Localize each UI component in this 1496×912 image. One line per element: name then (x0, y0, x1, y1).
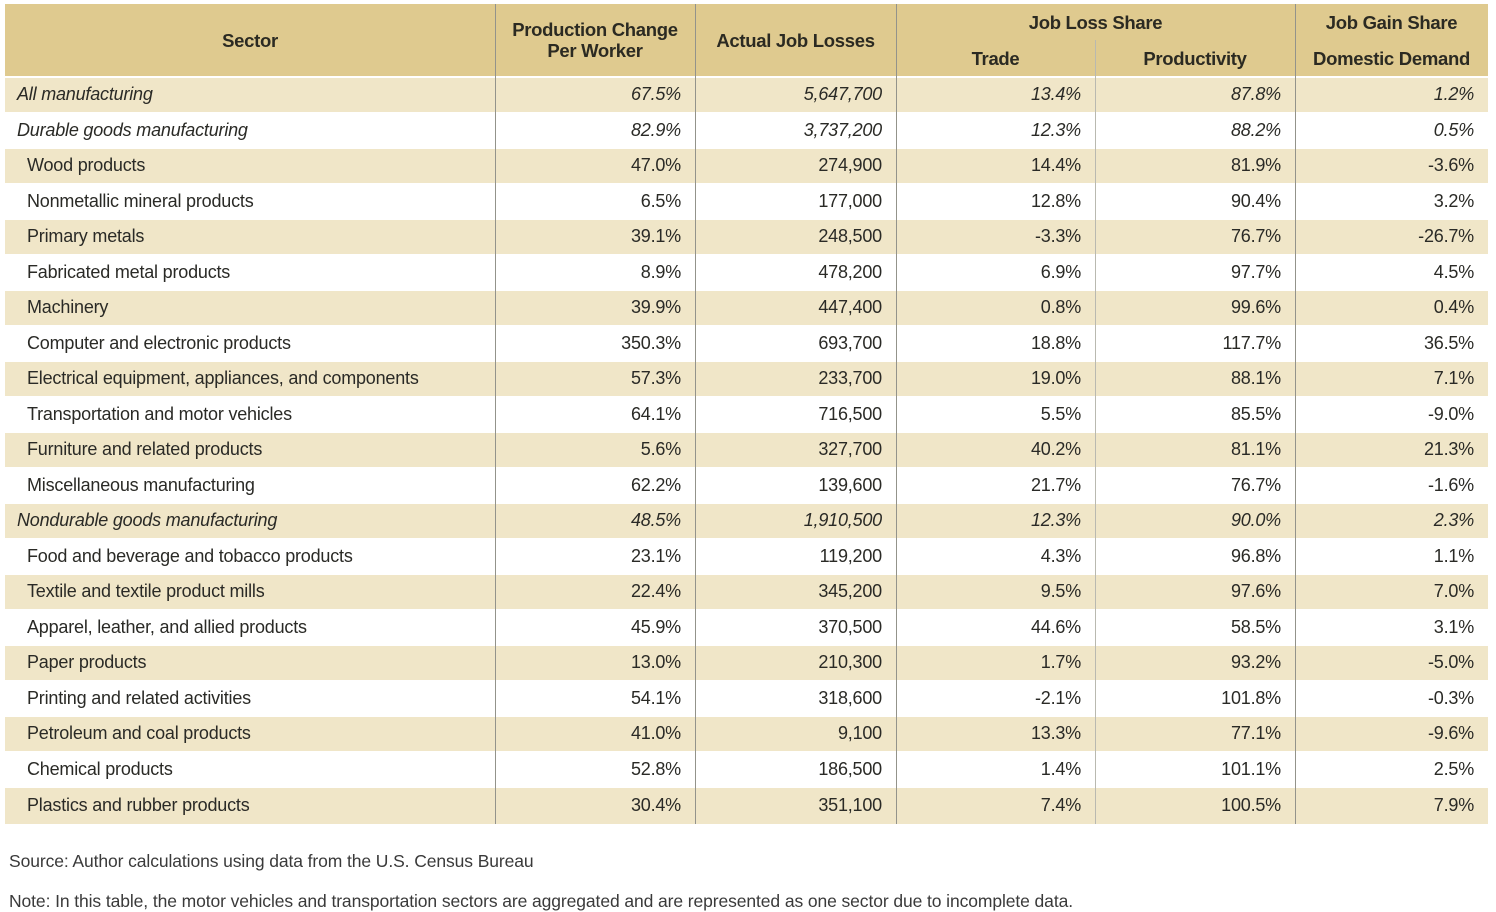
productivity-cell: 90.0% (1230, 510, 1281, 531)
productivity-cell: 90.4% (1230, 190, 1281, 211)
domestic-demand-cell: -26.7% (1418, 226, 1474, 247)
table-row (5, 433, 1488, 469)
production-change-cell: 62.2% (630, 474, 681, 495)
actual-job-losses-cell: 119,200 (819, 545, 882, 566)
productivity-cell: 96.8% (1230, 545, 1281, 566)
table-row (5, 540, 1488, 576)
production-change-cell: 22.4% (630, 581, 681, 602)
actual-job-losses-cell: 370,500 (818, 616, 882, 637)
table-body (5, 78, 1488, 824)
table-row (5, 220, 1488, 256)
trade-cell: 19.0% (1030, 368, 1081, 389)
trade-cell: 21.7% (1030, 474, 1081, 495)
trade-cell: 18.8% (1030, 332, 1081, 353)
trade-cell: 13.3% (1030, 723, 1081, 744)
sector-cell: Food and beverage and tobacco products (27, 545, 353, 566)
production-change-cell: 54.1% (630, 687, 681, 708)
column-rule (896, 4, 897, 824)
actual-job-losses-cell: 3,737,200 (803, 119, 882, 140)
table-row (5, 717, 1488, 753)
table-row (5, 291, 1488, 327)
domestic-demand-cell: -3.6% (1427, 155, 1474, 176)
header-productivity: Productivity (1143, 47, 1247, 69)
domestic-demand-cell: -0.3% (1427, 687, 1474, 708)
actual-job-losses-cell: 233,700 (818, 368, 882, 389)
domestic-demand-cell: -5.0% (1427, 652, 1474, 673)
production-change-cell: 45.9% (630, 616, 681, 637)
header-sector: Sector (222, 29, 278, 51)
actual-job-losses-cell: 716,500 (818, 403, 882, 424)
table-footer (5, 851, 1496, 912)
column-rule (1295, 4, 1296, 824)
table-row (5, 469, 1488, 505)
production-change-cell: 48.5% (630, 510, 681, 531)
productivity-cell: 76.7% (1230, 226, 1281, 247)
productivity-cell: 76.7% (1230, 474, 1281, 495)
trade-cell: 14.4% (1030, 155, 1081, 176)
trade-cell: 13.4% (1030, 84, 1081, 105)
production-change-cell: 6.5% (640, 190, 681, 211)
productivity-cell: 58.5% (1230, 616, 1281, 637)
table-row (5, 575, 1488, 611)
sector-cell: Plastics and rubber products (27, 795, 250, 816)
actual-job-losses-cell: 186,500 (818, 758, 882, 779)
header-job-gain-share: Job Gain Share (1325, 11, 1458, 33)
table-row (5, 753, 1488, 789)
trade-cell: 1.4% (1040, 758, 1081, 779)
sector-cell: Apparel, leather, and allied products (27, 616, 307, 637)
trade-cell: 7.4% (1040, 795, 1081, 816)
trade-cell: 0.8% (1040, 297, 1081, 318)
job-loss-table (5, 4, 1488, 824)
domestic-demand-cell: -9.6% (1427, 723, 1474, 744)
trade-cell: 9.5% (1040, 581, 1081, 602)
sector-cell: Durable goods manufacturing (17, 119, 248, 140)
domestic-demand-cell: 4.5% (1433, 261, 1474, 282)
production-change-cell: 30.4% (630, 795, 681, 816)
sector-cell: Miscellaneous manufacturing (27, 474, 255, 495)
sector-cell: Electrical equipment, appliances, and components (27, 368, 419, 389)
table-row (5, 611, 1488, 647)
actual-job-losses-cell: 327,700 (818, 439, 882, 460)
domestic-demand-cell: 3.2% (1433, 190, 1474, 211)
actual-job-losses-cell: 274,900 (818, 155, 882, 176)
domestic-demand-cell: -1.6% (1427, 474, 1474, 495)
trade-cell: 1.7% (1040, 652, 1081, 673)
sector-cell: Computer and electronic products (27, 332, 291, 353)
productivity-cell: 101.8% (1221, 687, 1281, 708)
productivity-cell: 100.5% (1221, 795, 1281, 816)
domestic-demand-cell: 2.5% (1433, 758, 1474, 779)
domestic-demand-cell: 21.3% (1423, 439, 1474, 460)
table-row (5, 256, 1488, 292)
production-change-cell: 41.0% (630, 723, 681, 744)
productivity-cell: 93.2% (1230, 652, 1281, 673)
trade-cell: 12.3% (1030, 119, 1081, 140)
production-change-cell: 82.9% (630, 119, 681, 140)
table-row (5, 682, 1488, 718)
column-rule-light (1095, 40, 1096, 824)
trade-cell: 12.3% (1030, 510, 1081, 531)
table-row (5, 788, 1488, 824)
domestic-demand-cell: 7.1% (1433, 368, 1474, 389)
productivity-cell: 81.1% (1230, 439, 1281, 460)
table-row (5, 504, 1488, 540)
sector-cell: All manufacturing (17, 84, 153, 105)
column-rule (695, 4, 696, 824)
domestic-demand-cell: -9.0% (1427, 403, 1474, 424)
actual-job-losses-cell: 447,400 (818, 297, 882, 318)
domestic-demand-cell: 0.5% (1433, 119, 1474, 140)
actual-job-losses-cell: 9,100 (837, 723, 882, 744)
note-line: Note: In this table, the motor vehicles and transportation sectors are aggregated and are represented as one sector due to incomplete data. (9, 890, 1073, 911)
trade-cell: -3.3% (1034, 226, 1081, 247)
actual-job-losses-cell: 177,000 (818, 190, 882, 211)
domestic-demand-cell: 3.1% (1433, 616, 1474, 637)
header-job-loss-share: Job Loss Share (1028, 11, 1163, 33)
source-line: Source: Author calculations using data from the U.S. Census Bureau (9, 850, 534, 871)
productivity-cell: 97.7% (1230, 261, 1281, 282)
productivity-cell: 97.6% (1230, 581, 1281, 602)
trade-cell: 44.6% (1030, 616, 1081, 637)
production-change-cell: 5.6% (640, 439, 681, 460)
table-row (5, 78, 1488, 114)
header-trade: Trade (971, 47, 1020, 69)
production-change-cell: 57.3% (630, 368, 681, 389)
productivity-cell: 81.9% (1230, 155, 1281, 176)
domestic-demand-cell: 1.1% (1433, 545, 1474, 566)
production-change-cell: 23.1% (630, 545, 681, 566)
domestic-demand-cell: 0.4% (1433, 297, 1474, 318)
domestic-demand-cell: 1.2% (1433, 84, 1474, 105)
actual-job-losses-cell: 693,700 (818, 332, 882, 353)
table-row (5, 185, 1488, 221)
sector-cell: Printing and related activities (27, 687, 251, 708)
domestic-demand-cell: 7.0% (1433, 581, 1474, 602)
trade-cell: 12.8% (1030, 190, 1081, 211)
sector-cell: Primary metals (27, 226, 145, 247)
productivity-cell: 77.1% (1230, 723, 1281, 744)
production-change-cell: 64.1% (630, 403, 681, 424)
sector-cell: Transportation and motor vehicles (27, 403, 292, 424)
productivity-cell: 87.8% (1230, 84, 1281, 105)
trade-cell: 5.5% (1040, 403, 1081, 424)
domestic-demand-cell: 2.3% (1433, 510, 1474, 531)
sector-cell: Wood products (27, 155, 146, 176)
sector-cell: Nonmetallic mineral products (27, 190, 254, 211)
header-production-change-line2: Per Worker (547, 40, 643, 61)
productivity-cell: 85.5% (1230, 403, 1281, 424)
table-header (5, 4, 1488, 78)
actual-job-losses-cell: 5,647,700 (803, 84, 882, 105)
production-change-cell: 13.0% (630, 652, 681, 673)
domestic-demand-cell: 36.5% (1423, 332, 1474, 353)
table-row (5, 327, 1488, 363)
sector-cell: Furniture and related products (27, 439, 263, 460)
productivity-cell: 117.7% (1222, 332, 1281, 353)
domestic-demand-cell: 7.9% (1433, 795, 1474, 816)
trade-cell: 40.2% (1030, 439, 1081, 460)
table-row (5, 398, 1488, 434)
actual-job-losses-cell: 1,910,500 (803, 510, 882, 531)
production-change-cell: 39.9% (630, 297, 681, 318)
header-production-change-per-worker (495, 4, 695, 76)
trade-cell: -2.1% (1034, 687, 1081, 708)
table-row (5, 362, 1488, 398)
production-change-cell: 67.5% (630, 84, 681, 105)
actual-job-losses-cell: 345,200 (818, 581, 882, 602)
table-row (5, 149, 1488, 185)
trade-cell: 4.3% (1040, 545, 1081, 566)
sector-cell: Petroleum and coal products (27, 723, 251, 744)
actual-job-losses-cell: 318,600 (818, 687, 882, 708)
header-production-change-line1: Production Change (512, 19, 678, 40)
actual-job-losses-cell: 139,600 (818, 474, 882, 495)
production-change-cell: 350.3% (621, 332, 681, 353)
actual-job-losses-cell: 248,500 (818, 226, 882, 247)
actual-job-losses-cell: 478,200 (818, 261, 882, 282)
productivity-cell: 101.1% (1221, 758, 1281, 779)
sector-cell: Machinery (27, 297, 109, 318)
productivity-cell: 99.6% (1230, 297, 1281, 318)
trade-cell: 6.9% (1040, 261, 1081, 282)
header-domestic-demand: Domestic Demand (1313, 47, 1470, 69)
sector-cell: Chemical products (27, 758, 173, 779)
sector-cell: Fabricated metal products (27, 261, 231, 282)
table-row (5, 646, 1488, 682)
actual-job-losses-cell: 351,100 (818, 795, 882, 816)
table-row (5, 114, 1488, 150)
production-change-cell: 39.1% (630, 226, 681, 247)
production-change-cell: 8.9% (640, 261, 681, 282)
productivity-cell: 88.2% (1230, 119, 1281, 140)
sector-cell: Nondurable goods manufacturing (17, 510, 278, 531)
sector-cell: Textile and textile product mills (27, 581, 265, 602)
actual-job-losses-cell: 210,300 (818, 652, 882, 673)
productivity-cell: 88.1% (1230, 368, 1281, 389)
column-rule (495, 4, 496, 824)
production-change-cell: 52.8% (630, 758, 681, 779)
header-actual-job-losses: Actual Job Losses (716, 29, 875, 51)
sector-cell: Paper products (27, 652, 147, 673)
production-change-cell: 47.0% (630, 155, 681, 176)
